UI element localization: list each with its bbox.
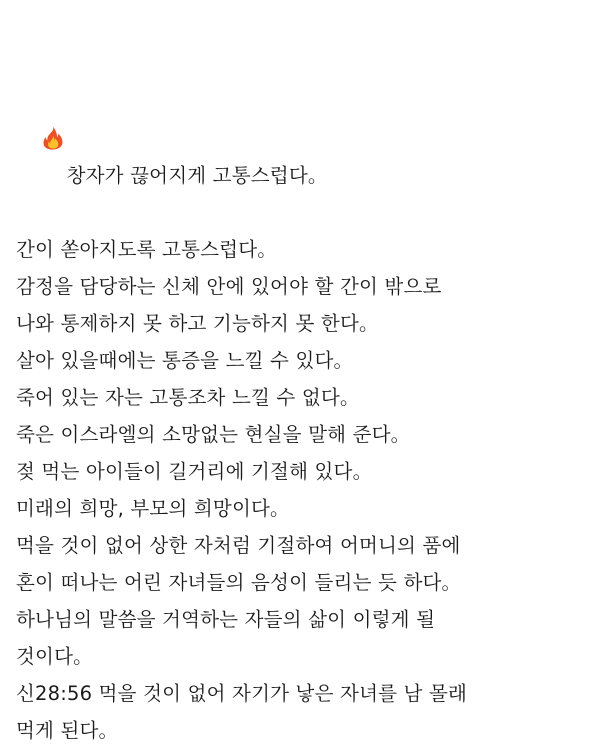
text-line: 죽어 있는 자는 고통조차 느낄 수 없다。: [16, 386, 360, 409]
text-line: 미래의 희망, 부모의 희망이다。: [16, 497, 290, 520]
text-line: [16, 14, 584, 231]
text-line: 신28:56 먹을 것이 없어 자기가 낳은 자녀를 남 몰래: [16, 682, 468, 705]
text-line: 혼이 떠나는 어린 자녀들의 음성이 들리는 듯 하다。: [16, 571, 462, 594]
text-line: 젖 먹는 아이들이 길거리에 기절해 있다。: [16, 460, 373, 483]
text-line: 감정을 담당하는 신체 안에 있어야 할 간이 밖으로: [16, 275, 442, 298]
text-line: 살아 있을때에는 통증을 느낄 수 있다。: [16, 349, 354, 372]
text-line: 죽은 이스라엘의 소망없는 현실을 말해 준다。: [16, 423, 411, 446]
text-line: 나와 통제하지 못 하고 기능하지 못 한다。: [16, 312, 379, 335]
text-line-content: 창자가 끊어지게 고통스럽다。: [66, 164, 328, 187]
text-line: 것이다。: [16, 645, 93, 668]
text-line: 하나님의 말씀을 거역하는 자들의 삶이 이렇게 될: [16, 608, 436, 631]
fire-icon: [42, 51, 64, 75]
text-line: 먹을 것이 없어 상한 자처럼 기절하여 어머니의 품에: [16, 534, 461, 557]
text-line: 먹게 된다。: [16, 719, 119, 742]
text-line: 간이 쏟아지도록 고통스럽다。: [16, 238, 277, 261]
